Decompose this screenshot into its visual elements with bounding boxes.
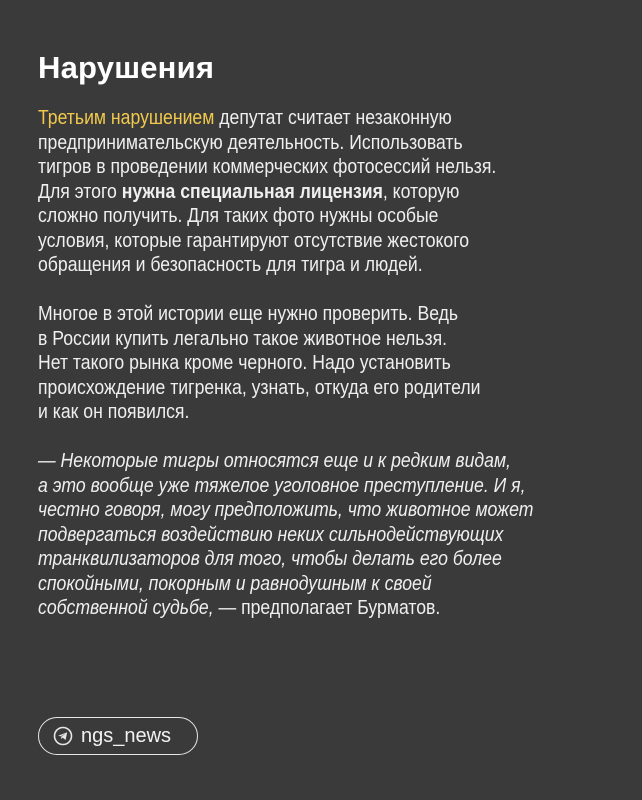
accent-text: Третьим нарушением bbox=[38, 106, 215, 129]
quote-line-1: — Некоторые тигры относятся еще и к редким видам, bbox=[38, 449, 511, 472]
paragraph-2-line-1: Многое в этой истории еще нужно проверить. Ведь bbox=[38, 302, 459, 325]
paragraph-1-line-1: Третьим нарушением депутат считает незаконную bbox=[38, 106, 452, 129]
paragraph-1-line-2: предпринимательскую деятельность. Использовать bbox=[38, 130, 463, 154]
channel-name: ngs_news bbox=[81, 724, 172, 747]
paragraph-1 bbox=[38, 106, 612, 278]
article-body bbox=[38, 106, 612, 645]
paragraph-2-line-2: в России купить легально такое животное нельзя. bbox=[38, 326, 448, 350]
paragraph-1-line-5: сложно получить. Для таких фото нужны особые bbox=[38, 204, 439, 227]
attribution-text: — предполагает Бурматов. bbox=[213, 596, 441, 619]
paragraph-2-line-3: Нет такого рынка кроме черного. Надо установить bbox=[38, 351, 451, 374]
channel-badge[interactable] bbox=[38, 717, 198, 755]
paragraph-2-line-5: и как он появился. bbox=[38, 400, 190, 423]
paragraph-2-line-4: происхождение тигренка, узнать, откуда его родители bbox=[38, 375, 481, 399]
paragraph-2 bbox=[38, 302, 612, 425]
paragraph-1-line-3: тигров в проведении коммерческих фотосессий нельзя. bbox=[38, 155, 497, 178]
paragraph-1-line-6: условия, которые гарантируют отсутствие жестокого bbox=[38, 228, 470, 252]
page-title: Нарушения bbox=[38, 50, 215, 85]
bold-text: нужна специальная лицензия bbox=[121, 179, 383, 203]
telegram-icon bbox=[53, 726, 73, 746]
quote-line-5: транквилизаторов для того, чтобы делать его более bbox=[38, 547, 502, 570]
quote-line-7: собственной судьбе, — предполагает Бурматов. bbox=[38, 596, 441, 619]
paragraph-1-line-7: обращения и безопасность для тигра и людей. bbox=[38, 253, 423, 276]
quote-line-6: спокойными, покорным и равнодушным к своей bbox=[38, 571, 432, 595]
paragraph-1-line-4: Для этого нужна специальная лицензия, которую bbox=[38, 179, 460, 203]
quote-line-3: честно говоря, могу предположить, что животное может bbox=[38, 498, 534, 521]
quote-line-4: подвергаться воздействию неких сильнодействующих bbox=[38, 522, 504, 546]
paragraph-3-quote bbox=[38, 449, 612, 621]
quote-line-2: а это вообще уже тяжелое уголовное преступление. И я, bbox=[38, 473, 526, 497]
